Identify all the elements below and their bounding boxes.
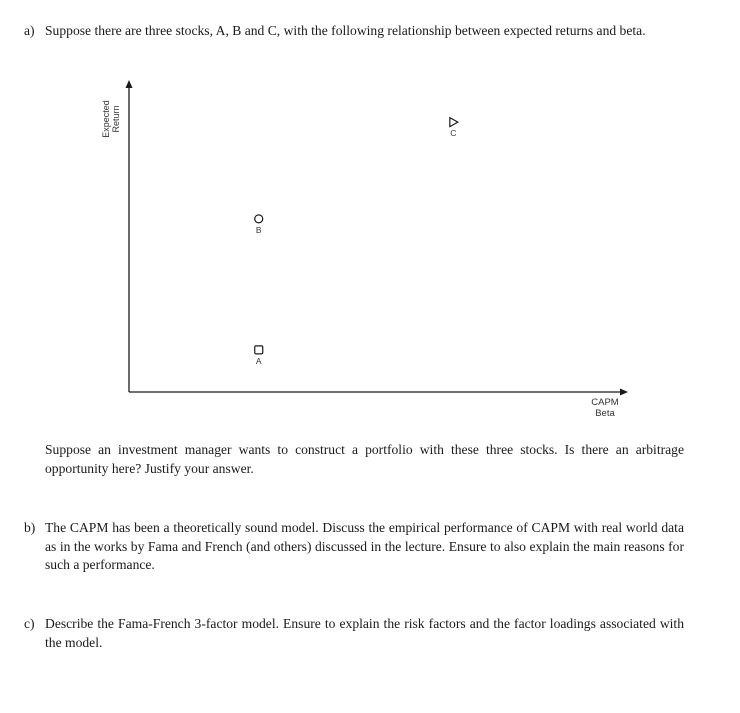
question-c [24,615,684,652]
question-a-followup: Suppose an investment manager wants to construct a portfolio with these three stocks. Is there an arbitrage opportunity here? Justify your answer. [45,442,684,476]
question-a-text: Suppose there are three stocks, A, B and C, with the following relationship between expected returns and beta. [45,23,646,38]
point-c-marker [450,118,458,127]
point-a-label: A [255,355,262,366]
y-axis-label-line-1: Expected [101,100,111,138]
data-points [255,118,458,366]
x-axis-label-line-2: Beta [595,408,615,419]
point-b-label: B [255,224,262,235]
question-b-text: The CAPM has been a theoretically sound model. Discuss the empirical performance of CAPM with real world data as in the works by Fama and French (and others) discussed in the lecture. Ensure to also explain the main reasons for such a performance. [45,520,684,572]
x-axis-label-line-1: CAPM [591,397,619,408]
point-c-label: C [450,128,457,139]
point-b-marker [255,215,263,223]
y-axis-label-line-2: Return [111,105,121,133]
x-axis-arrow [620,389,628,396]
y-axis-label [101,100,121,138]
question-b [24,519,684,575]
question-c-label: c) [24,616,35,631]
question-a-label: a) [24,23,35,38]
point-a-marker [255,346,263,354]
question-b-label: b) [24,520,36,535]
question-c-text: Describe the Fama-French 3-factor model. Ensure to explain the risk factors and the factor loadings associated with the model. [45,616,684,650]
y-axis-arrow [126,80,133,88]
